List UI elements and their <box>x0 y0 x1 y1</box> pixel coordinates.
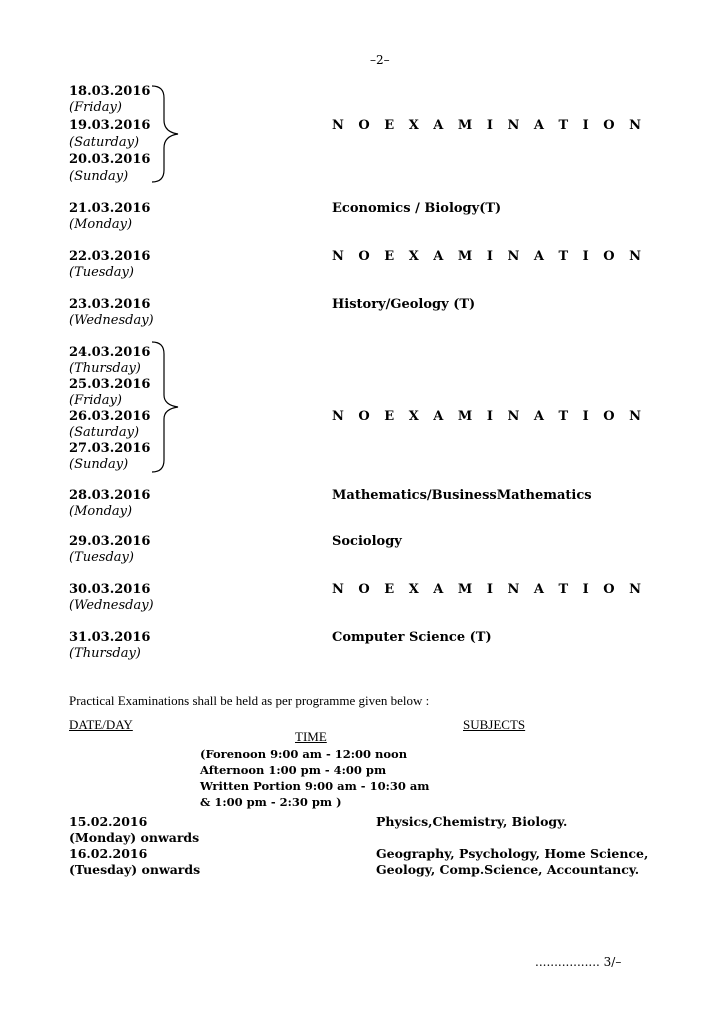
no-examination-label: N O E X A M I N A T I O N <box>332 118 647 133</box>
day-21-03: (Monday) <box>69 217 133 232</box>
day-24-03: (Thursday) <box>69 361 141 376</box>
subject-28-03: Mathematics/BusinessMathematics <box>332 488 592 503</box>
practical-day: (Tuesday) onwards <box>69 862 201 877</box>
day-28-03: (Monday) <box>69 504 133 519</box>
day-26-03: (Saturday) <box>69 425 140 440</box>
practical-day: (Monday) onwards <box>69 830 200 845</box>
subject-31-03: Computer Science (T) <box>332 630 492 645</box>
date-22-03: 22.03.2016 <box>69 249 151 264</box>
date-19-03: 19.03.2016 <box>69 118 151 133</box>
header-time: TIME <box>295 729 327 744</box>
no-examination-label: N O E X A M I N A T I O N <box>332 249 647 264</box>
day-30-03: (Wednesday) <box>69 598 154 613</box>
time-line: Written Portion 9:00 am - 10:30 am <box>200 779 430 793</box>
header-subjects: SUBJECTS <box>463 717 526 732</box>
date-23-03: 23.03.2016 <box>69 297 151 312</box>
time-line: (Forenoon 9:00 am - 12:00 noon <box>200 747 408 761</box>
time-line: Afternoon 1:00 pm - 4:00 pm <box>200 763 387 777</box>
practical-intro: Practical Examinations shall be held as per programme given below : <box>69 693 430 708</box>
header-date-day: DATE/DAY <box>69 717 133 732</box>
day-31-03: (Thursday) <box>69 646 141 661</box>
date-31-03: 31.03.2016 <box>69 630 151 645</box>
date-28-03: 28.03.2016 <box>69 488 151 503</box>
day-23-03: (Wednesday) <box>69 313 154 328</box>
no-examination-label: N O E X A M I N A T I O N <box>332 409 647 424</box>
brace-icon <box>150 84 190 184</box>
footer-continuation: ................. 3/– <box>535 955 622 969</box>
date-18-03: 18.03.2016 <box>69 84 151 99</box>
day-19-03: (Saturday) <box>69 135 140 150</box>
subject-23-03: History/Geology (T) <box>332 297 476 312</box>
subject-29-03: Sociology <box>332 534 402 549</box>
date-20-03: 20.03.2016 <box>69 152 151 167</box>
day-25-03: (Friday) <box>69 393 122 408</box>
practical-date: 15.02.2016 <box>69 814 148 829</box>
day-20-03: (Sunday) <box>69 169 129 184</box>
date-21-03: 21.03.2016 <box>69 201 151 216</box>
date-27-03: 27.03.2016 <box>69 441 151 456</box>
day-27-03: (Sunday) <box>69 457 129 472</box>
practical-subjects: Geography, Psychology, Home Science, <box>376 846 649 861</box>
practical-subjects: Physics,Chemistry, Biology. <box>376 814 568 829</box>
day-29-03: (Tuesday) <box>69 550 134 565</box>
date-26-03: 26.03.2016 <box>69 409 151 424</box>
practical-date: 16.02.2016 <box>69 846 148 861</box>
subject-21-03: Economics / Biology(T) <box>332 201 502 216</box>
no-examination-label: N O E X A M I N A T I O N <box>332 582 647 597</box>
page-number: –2– <box>370 53 390 67</box>
brace-icon <box>150 340 190 474</box>
day-22-03: (Tuesday) <box>69 265 134 280</box>
time-line: & 1:00 pm - 2:30 pm ) <box>200 795 342 809</box>
date-29-03: 29.03.2016 <box>69 534 151 549</box>
date-24-03: 24.03.2016 <box>69 345 151 360</box>
date-30-03: 30.03.2016 <box>69 582 151 597</box>
date-25-03: 25.03.2016 <box>69 377 151 392</box>
day-18-03: (Friday) <box>69 100 122 115</box>
practical-subjects: Geology, Comp.Science, Accountancy. <box>376 862 640 877</box>
